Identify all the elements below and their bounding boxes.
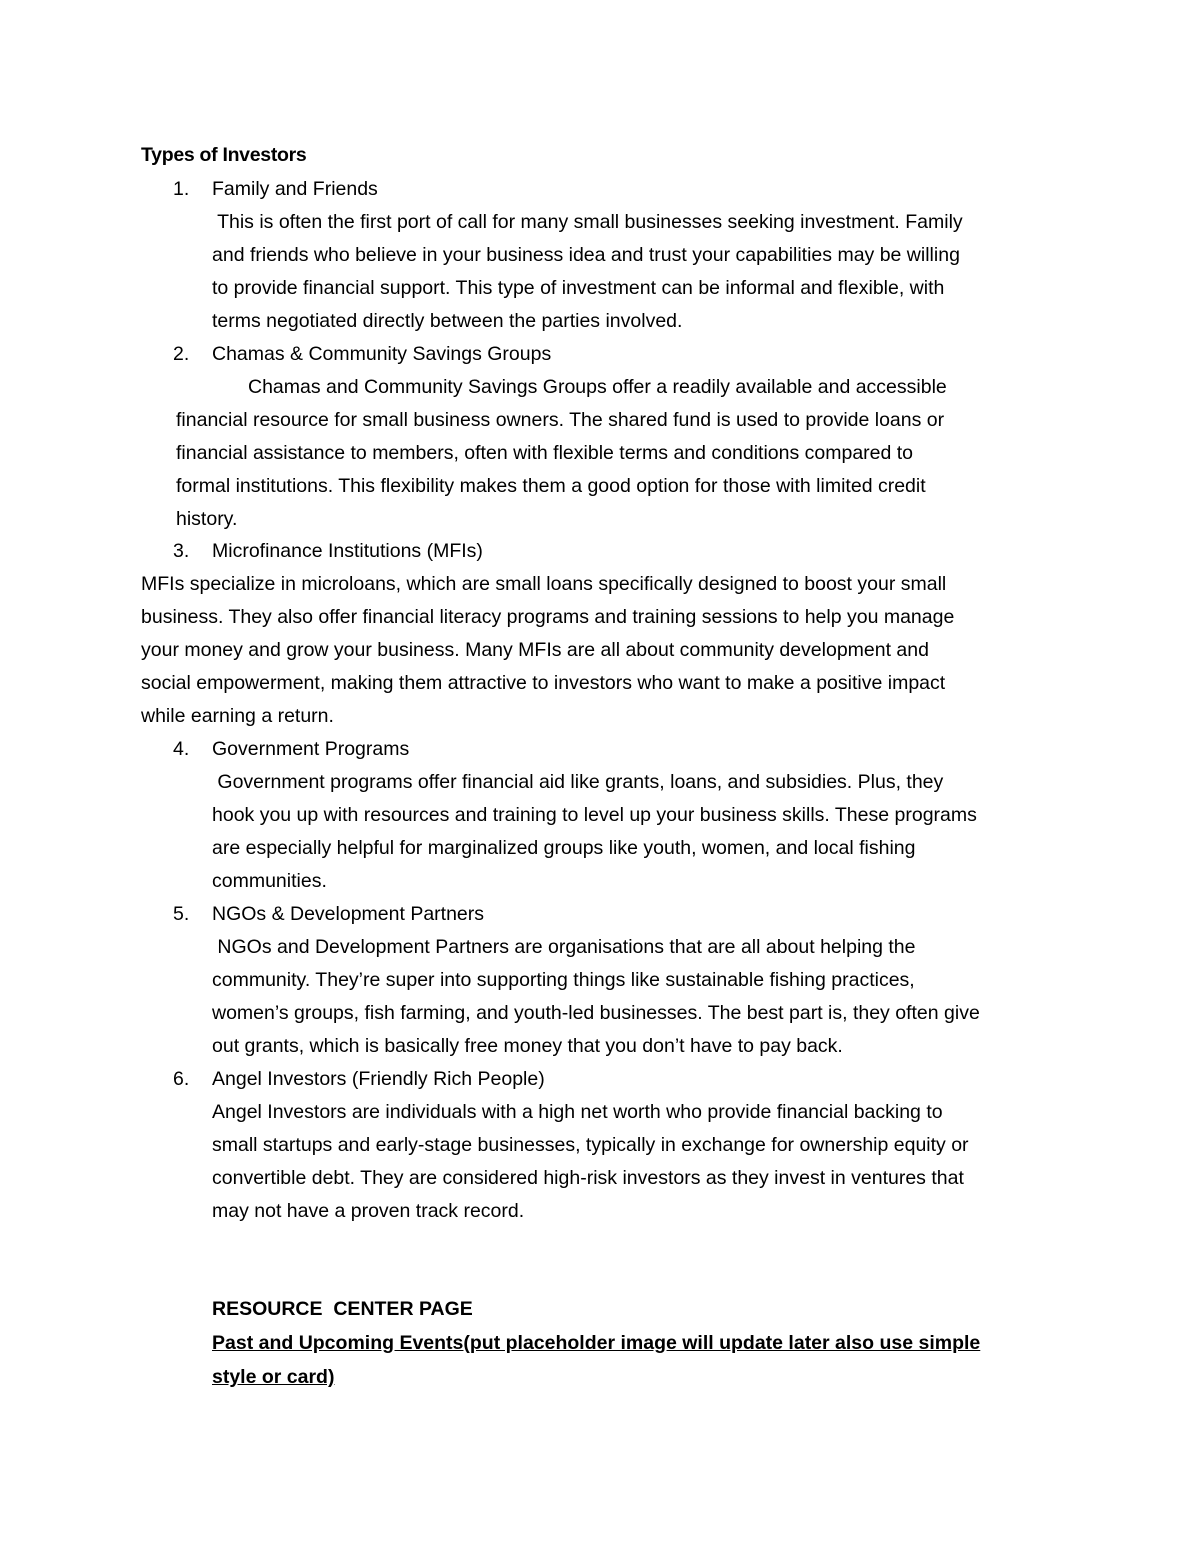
paragraph-line: business. They also offer financial literacy programs and training sessions to help you manage xyxy=(141,606,955,628)
list-item-number: 4. xyxy=(173,738,190,760)
paragraph-line: small startups and early-stage businesses, typically in exchange for ownership equity or xyxy=(212,1134,969,1156)
list-item-number: 6. xyxy=(173,1068,190,1090)
list-item-number: 1. xyxy=(173,178,190,200)
paragraph-line: history. xyxy=(176,508,238,530)
paragraph-line: may not have a proven track record. xyxy=(212,1200,525,1222)
paragraph-line: women’s groups, fish farming, and youth-led businesses. The best part is, they often give xyxy=(212,1002,980,1024)
events-subheading xyxy=(212,1326,980,1394)
list-item-number: 2. xyxy=(173,343,190,365)
paragraph-line: Angel Investors are individuals with a high net worth who provide financial backing to xyxy=(212,1101,943,1123)
list-item-paragraph xyxy=(212,931,980,1063)
list-item-title: Chamas & Community Savings Groups xyxy=(212,343,552,365)
paragraph-line: MFIs specialize in microloans, which are small loans specifically designed to boost your small xyxy=(141,573,947,595)
list-item-paragraph xyxy=(176,371,947,536)
paragraph-line: your money and grow your business. Many MFIs are all about community development and xyxy=(141,639,929,661)
paragraph-line: to provide financial support. This type of investment can be informal and flexible, with xyxy=(212,277,945,299)
paragraph-line: communities. xyxy=(212,870,327,892)
paragraph-line: terms negotiated directly between the parties involved. xyxy=(212,310,683,332)
paragraph-line: This is often the first port of call for many small businesses seeking investment. Family xyxy=(212,211,963,233)
list-item-paragraph xyxy=(212,206,963,338)
list-item-number: 5. xyxy=(173,903,190,925)
paragraph-line: social empowerment, making them attractive to investors who want to make a positive impact xyxy=(141,672,946,694)
list-item-title: Microfinance Institutions (MFIs) xyxy=(212,540,483,562)
list-item-title: Government Programs xyxy=(212,738,410,760)
paragraph-line: and friends who believe in your business idea and trust your capabilities may be willing xyxy=(212,244,960,266)
paragraph-line: while earning a return. xyxy=(141,705,334,727)
events-line: Past and Upcoming Events(put placeholder image will update later also use simple xyxy=(212,1332,981,1354)
list-item-paragraph xyxy=(212,766,977,898)
events-line: style or card) xyxy=(212,1366,335,1388)
list-item-title: Angel Investors (Friendly Rich People) xyxy=(212,1068,545,1090)
paragraph-line: out grants, which is basically free money that you don’t have to pay back. xyxy=(212,1035,843,1057)
paragraph-line: community. They’re super into supporting things like sustainable fishing practices, xyxy=(212,969,915,991)
paragraph-line: Chamas and Community Savings Groups offer a readily available and accessible xyxy=(248,376,947,398)
paragraph-line: financial assistance to members, often with flexible terms and conditions compared to xyxy=(176,442,914,464)
paragraph-line: financial resource for small business owners. The shared fund is used to provide loans or xyxy=(176,409,945,431)
list-item-number: 3. xyxy=(173,540,190,562)
list-item-title: Family and Friends xyxy=(212,178,378,200)
list-item-paragraph xyxy=(141,568,954,733)
paragraph-line: hook you up with resources and training to level up your business skills. These programs xyxy=(212,804,977,826)
resource-center-heading: RESOURCE CENTER PAGE xyxy=(212,1298,473,1320)
list-item-paragraph xyxy=(212,1096,969,1228)
paragraph-line: formal institutions. This flexibility makes them a good option for those with limited credit xyxy=(176,475,926,497)
paragraph-line: Government programs offer financial aid like grants, loans, and subsidies. Plus, they xyxy=(212,771,944,793)
paragraph-line: convertible debt. They are considered high-risk investors as they invest in ventures that xyxy=(212,1167,964,1189)
paragraph-line: are especially helpful for marginalized groups like youth, women, and local fishing xyxy=(212,837,916,859)
page-title: Types of Investors xyxy=(141,144,307,166)
list-item-title: NGOs & Development Partners xyxy=(212,903,485,925)
paragraph-line: NGOs and Development Partners are organisations that are all about helping the xyxy=(212,936,916,958)
